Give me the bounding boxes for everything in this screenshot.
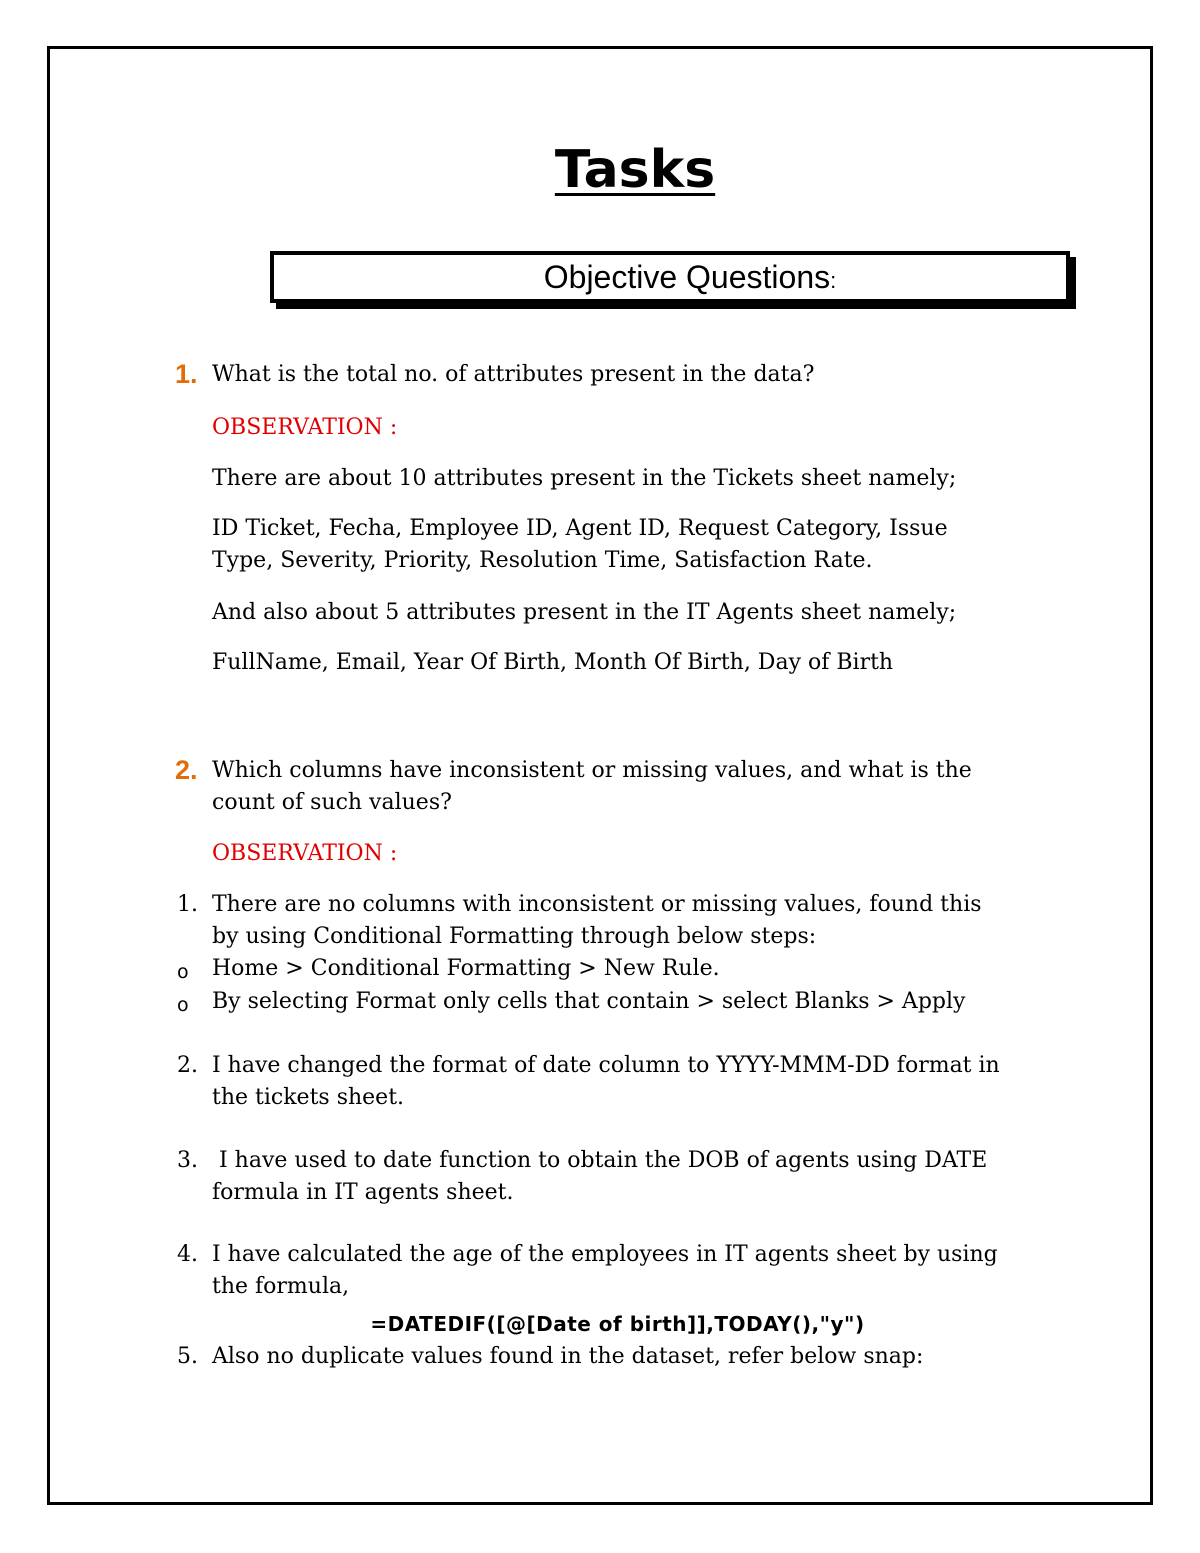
question-2-text-line1: Which columns have inconsistent or missing values, and what is the (212, 758, 972, 783)
list-item-number: 1. (177, 892, 198, 917)
q1-line: FullName, Email, Year Of Birth, Month Of Birth, Day of Birth (212, 650, 894, 675)
list-item-line: the tickets sheet. (212, 1085, 405, 1110)
list-item-line: Also no duplicate values found in the dataset, refer below snap: (212, 1344, 924, 1369)
q1-line: There are about 10 attributes present in the Tickets sheet namely; (212, 466, 957, 491)
question-2-text-line2: count of such values? (212, 790, 452, 815)
list-item-line: I have changed the format of date column to YYYY-MMM-DD format in (212, 1053, 1000, 1078)
list-item-line: formula in IT agents sheet. (212, 1180, 514, 1205)
question-1-number: 1. (175, 359, 198, 389)
list-item-number: 5. (177, 1344, 198, 1369)
list-item-number: 4. (177, 1242, 198, 1267)
q1-line: Type, Severity, Priority, Resolution Time, Satisfaction Rate. (212, 548, 873, 573)
list-item-line: by using Conditional Formatting through below steps: (212, 924, 817, 949)
list-item-number: 3. (177, 1148, 198, 1173)
sub-bullet-text: Home > Conditional Formatting > New Rule. (212, 956, 720, 981)
objective-heading-text: Objective Questions (543, 259, 831, 295)
objective-heading-colon: : (830, 268, 837, 293)
objective-questions-box (270, 251, 1070, 303)
question-2-observation-label: OBSERVATION : (212, 841, 398, 866)
list-item-line: the formula, (212, 1274, 350, 1299)
objective-questions-heading (274, 259, 1066, 296)
page-title: Tasks (554, 140, 716, 200)
sub-bullet-marker: o (177, 994, 189, 1016)
sub-bullet-text: By selecting Format only cells that contain > select Blanks > Apply (212, 989, 966, 1014)
datedif-formula: =DATEDIF([@[Date of birth]],TODAY(),"y") (370, 1312, 865, 1336)
question-1-observation-label: OBSERVATION : (212, 415, 398, 440)
list-item-line: I have used to date function to obtain the DOB of agents using DATE (212, 1148, 988, 1173)
question-2-number: 2. (175, 755, 198, 785)
sub-bullet-marker: o (177, 961, 189, 983)
list-item-number: 2. (177, 1053, 198, 1078)
list-item-line: I have calculated the age of the employees in IT agents sheet by using (212, 1242, 998, 1267)
q1-line: ID Ticket, Fecha, Employee ID, Agent ID, Request Category, Issue (212, 516, 948, 541)
question-1-text: What is the total no. of attributes present in the data? (212, 362, 815, 387)
q1-line: And also about 5 attributes present in the IT Agents sheet namely; (212, 600, 957, 625)
list-item-line: There are no columns with inconsistent or missing values, found this (212, 892, 982, 917)
